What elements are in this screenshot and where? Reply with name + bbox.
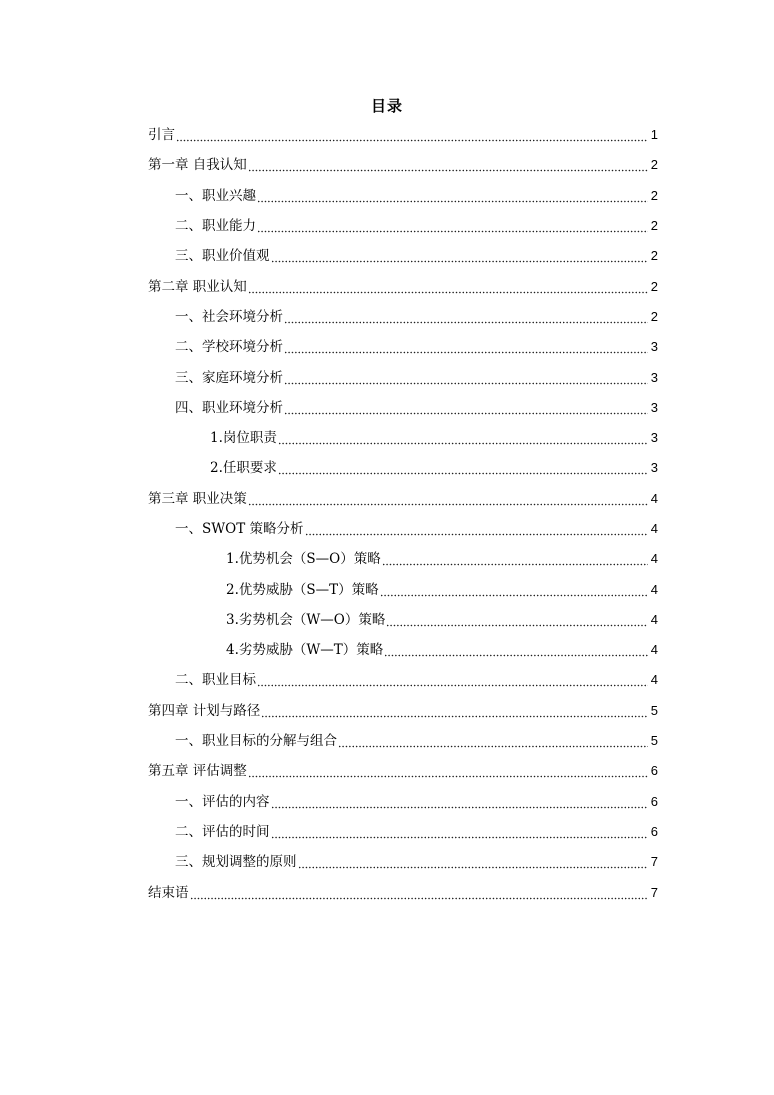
toc-entry[interactable] xyxy=(148,635,658,665)
toc-entry-title: 第五章 评估调整 xyxy=(148,763,247,780)
toc-dot-leader xyxy=(382,550,648,568)
toc-dot-leader xyxy=(278,429,648,447)
toc-dot-leader xyxy=(386,611,648,629)
toc-entry[interactable] xyxy=(148,665,658,695)
toc-entry-page-number: 2 xyxy=(650,308,658,324)
toc-entry-title: 二、职业目标 xyxy=(175,672,256,689)
toc-entry[interactable] xyxy=(148,877,658,907)
toc-entry-title: 1.优势机会（S—O）策略 xyxy=(226,551,381,568)
toc-entry-page-number: 7 xyxy=(650,884,658,900)
toc-entry-page-number: 3 xyxy=(650,430,658,446)
toc-entry[interactable] xyxy=(148,241,658,271)
toc-entry-title: 一、评估的内容 xyxy=(175,793,270,810)
toc-dot-leader xyxy=(271,823,649,841)
toc-entry-title: 3.劣势机会（W—O）策略 xyxy=(226,611,386,628)
toc-dot-leader xyxy=(278,459,648,477)
toc-entry-title: 一、SWOT 策略分析 xyxy=(175,521,304,537)
toc-entry-title: 二、职业能力 xyxy=(175,218,256,235)
toc-entry-page-number: 6 xyxy=(650,793,658,809)
toc-entry-title: 四、职业环境分析 xyxy=(175,399,283,416)
toc-entry-title: 引言 xyxy=(148,127,175,144)
toc-entry[interactable] xyxy=(148,605,658,635)
toc-entry-page-number: 3 xyxy=(650,339,658,355)
toc-entry-page-number: 4 xyxy=(650,490,658,506)
toc-entry[interactable] xyxy=(148,756,658,786)
toc-entry[interactable] xyxy=(148,544,658,574)
toc-dot-leader xyxy=(380,581,648,599)
toc-entry-title: 4.劣势威胁（W—T）策略 xyxy=(226,642,384,659)
toc-dot-leader xyxy=(248,156,648,174)
toc-dot-leader xyxy=(384,641,648,659)
toc-entry[interactable] xyxy=(148,453,658,483)
toc-entry-page-number: 2 xyxy=(650,278,658,294)
toc-entry-page-number: 2 xyxy=(650,187,658,203)
toc-entry[interactable] xyxy=(148,332,658,362)
toc-dot-leader xyxy=(248,490,648,508)
toc-entry[interactable] xyxy=(148,211,658,241)
toc-entry-title: 三、职业价值观 xyxy=(175,248,270,265)
toc-entry[interactable] xyxy=(148,817,658,847)
toc-entry-page-number: 6 xyxy=(650,763,658,779)
table-of-contents xyxy=(148,120,658,908)
toc-dot-leader xyxy=(271,247,649,265)
toc-entry-page-number: 4 xyxy=(650,551,658,567)
toc-entry[interactable] xyxy=(148,181,658,211)
toc-entry-title: 一、职业目标的分解与组合 xyxy=(175,733,337,750)
toc-entry-title: 2.优势威胁（S—T）策略 xyxy=(226,581,379,598)
toc-entry-page-number: 4 xyxy=(650,672,658,688)
toc-entry-page-number: 3 xyxy=(650,460,658,476)
toc-entry-page-number: 2 xyxy=(650,248,658,264)
toc-entry[interactable] xyxy=(148,423,658,453)
toc-entry-title: 1.岗位职责 xyxy=(210,430,277,447)
toc-entry-page-number: 4 xyxy=(650,581,658,597)
toc-entry-title: 一、职业兴趣 xyxy=(175,187,256,204)
toc-dot-leader xyxy=(298,853,649,871)
toc-entry-title: 第一章 自我认知 xyxy=(148,157,247,174)
toc-dot-leader xyxy=(284,399,648,417)
toc-entry-title: 二、评估的时间 xyxy=(175,823,270,840)
toc-dot-leader xyxy=(261,702,648,720)
toc-entry-title: 一、社会环境分析 xyxy=(175,308,283,325)
toc-entry[interactable] xyxy=(148,362,658,392)
toc-entry-title: 三、规划调整的原则 xyxy=(175,854,297,871)
toc-title: 目录 xyxy=(370,97,403,115)
toc-entry-page-number: 3 xyxy=(650,369,658,385)
toc-entry[interactable] xyxy=(148,514,658,544)
toc-entry-page-number: 1 xyxy=(650,127,658,143)
toc-dot-leader xyxy=(257,671,648,689)
toc-entry[interactable] xyxy=(148,787,658,817)
toc-dot-leader xyxy=(305,520,649,538)
toc-entry-title: 结束语 xyxy=(148,884,189,901)
toc-entry[interactable] xyxy=(148,150,658,180)
toc-entry-page-number: 4 xyxy=(650,642,658,658)
toc-entry-title: 第二章 职业认知 xyxy=(148,278,247,295)
toc-entry-page-number: 4 xyxy=(650,521,658,536)
toc-entry-page-number: 2 xyxy=(650,157,658,173)
toc-dot-leader xyxy=(271,793,649,811)
toc-entry-title: 三、家庭环境分析 xyxy=(175,369,283,386)
toc-entry-title: 2.任职要求 xyxy=(210,460,277,477)
toc-entry[interactable] xyxy=(148,393,658,423)
toc-entry[interactable] xyxy=(148,302,658,332)
toc-dot-leader xyxy=(338,732,648,750)
toc-entry-page-number: 2 xyxy=(650,218,658,234)
toc-entry[interactable] xyxy=(148,271,658,301)
toc-dot-leader xyxy=(257,187,648,205)
toc-entry-title: 第四章 计划与路径 xyxy=(148,702,261,719)
toc-dot-leader xyxy=(190,884,649,902)
toc-entry[interactable] xyxy=(148,696,658,726)
toc-entry[interactable] xyxy=(148,847,658,877)
toc-entry-title: 二、学校环境分析 xyxy=(175,339,283,356)
toc-entry-page-number: 6 xyxy=(650,823,658,839)
toc-entry-page-number: 3 xyxy=(650,399,658,415)
toc-entry-page-number: 5 xyxy=(650,702,658,718)
toc-dot-leader xyxy=(257,217,648,235)
toc-dot-leader xyxy=(248,762,648,780)
toc-entry-page-number: 7 xyxy=(650,854,658,870)
toc-dot-leader xyxy=(248,278,648,296)
toc-entry[interactable] xyxy=(148,120,658,150)
toc-entry[interactable] xyxy=(148,726,658,756)
toc-dot-leader xyxy=(284,369,648,387)
toc-dot-leader xyxy=(284,308,648,326)
toc-entry-page-number: 4 xyxy=(650,611,658,627)
toc-entry-title: 第三章 职业决策 xyxy=(148,490,247,507)
toc-dot-leader xyxy=(284,338,648,356)
toc-dot-leader xyxy=(176,126,648,144)
toc-entry-page-number: 5 xyxy=(650,733,658,749)
toc-entry[interactable] xyxy=(148,484,658,514)
toc-entry[interactable] xyxy=(148,574,658,604)
